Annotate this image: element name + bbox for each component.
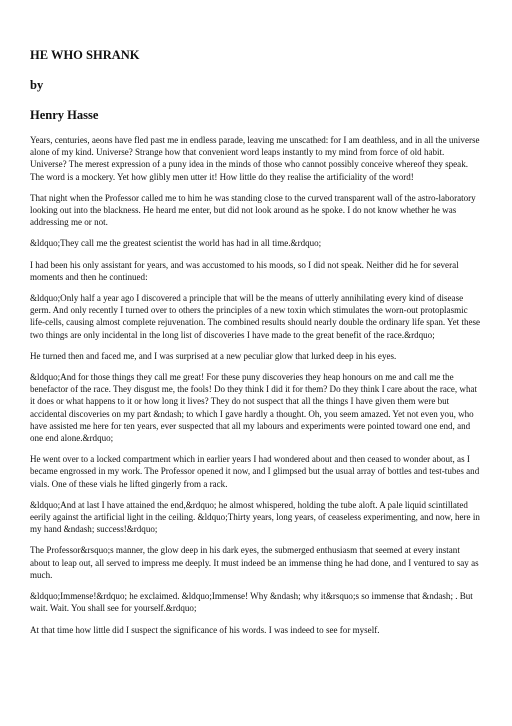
paragraph-8: He went over to a locked compartment which in earlier years I had wondered about and then ceased to wonder about, as I became engrossed in my work. The Professor opened it now, and I glimpsed but the usual array of bottles and test-tubes and vials. One of these vials he lifted gingerly from a rack. — [30, 454, 480, 489]
paragraph-5: &ldquo;Only half a year ago I discovered a principle that will be the means of utterly annihilating every kind of disease germ. And only recently I turned over to others the principles of a new toxin which stimulates the worn-out protoplasmic life-cells, causing almost complete rejuvenation. The combined results should nearly double the ordinary life span. Yet these two things are only incidental in the long list of discoveries I have made to the great benefit of the race.&rdquo; — [30, 293, 481, 340]
author-name: Henry Hasse — [30, 108, 99, 122]
paragraph-12: At that time how little did I suspect the significance of his words. I was indeed to see for myself. — [30, 624, 380, 635]
paragraph-4: I had been his only assistant for years, and was accustomed to his moods, so I did not speak. Neither did he for several moments and then he continued: — [30, 259, 459, 282]
paragraph-1: Years, centuries, aeons have fled past me in endless parade, leaving me unscathed: for I am deathless, and in all the universe alone of my kind. Universe? Strange how that convenient word leaps instantly to my mind from force of old habit. Universe? The merest expression of a puny idea in the minds of those who cannot possibly conceive whereof they speak. The word is a mockery. Yet how glibly men utter it! How little do they realise the artificiality of the word! — [30, 135, 480, 182]
paragraph-2: That night when the Professor called me to him he was standing close to the curved transparent wall of the astro-laboratory looking out into the blackness. He heard me enter, but did not look around as he spoke. I do not know whether he was addressing me or not. — [30, 192, 476, 228]
paragraph-7: &ldquo;And for those things they call me great! For these puny discoveries they heap honours on me and call me the benefactor of the race. They disgust me, the fools! Do they think I did it for them? Do they think I care about the race, what it does or what happens to it or how long it lives? They do not suspect that all the things I have given them were but accidental discoveries on my part &ndash; to which I gave hardly a thought. Oh, you seem amazed. Yet not even you, who have assisted me here for ten years, ever suspected that all my labours and experiments were pointed toward one end, and one end alone.&rdquo; — [30, 372, 478, 444]
paragraph-6: He turned then and faced me, and I was surprised at a new peculiar glow that lurked deep in his eyes. — [30, 350, 397, 361]
paragraph-10: The Professor&rsquo;s manner, the glow deep in his dark eyes, the submerged enthusiasm that seemed at every instant about to leap out, all served to impress me deeply. It must indeed be an immense thing he had done, and I ventured to say as much. — [30, 545, 479, 580]
story-title: HE WHO SHRANK — [30, 48, 140, 62]
paragraph-3: &ldquo;They call me the greatest scientist the world has had in all time.&rdquo; — [30, 238, 322, 249]
paragraph-9: &ldquo;And at last I have attained the end,&rdquo; he almost whispered, holding the tube aloft. A pale liquid scintillated eerily against the artificial light in the ceiling. &ldquo;Thirty years, long years, of ceaseless experimenting, and now, here in my hand &ndash; success!&rdquo; — [30, 499, 480, 535]
byline: by — [30, 78, 44, 92]
paragraph-11: &ldquo;Immense!&rdquo; he exclaimed. &ldquo;Immense! Why &ndash; why it&rsquo;s so immense that &ndash; . But wait. Wait. You shall see for yourself.&rdquo; — [30, 591, 473, 614]
